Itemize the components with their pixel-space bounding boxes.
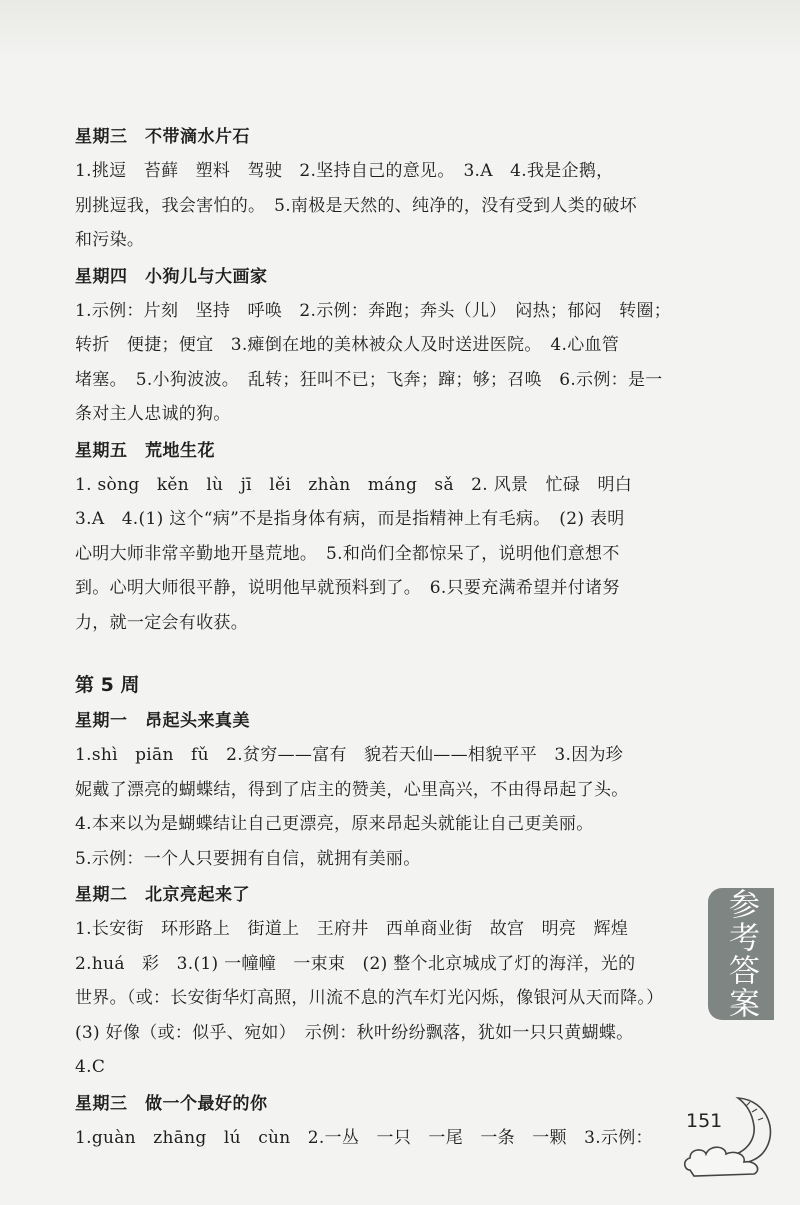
answer-line: 1.guàn zhāng lú cùn 2.一丛 一只 一尾 一条 一颗 3.示例： <box>75 1127 653 1148</box>
answer-line: 力，就一定会有收获。 <box>75 612 248 633</box>
answer-line: 5.示例：一个人只要拥有自信，就拥有美丽。 <box>75 848 421 869</box>
page-number: 151 <box>686 1110 723 1132</box>
day-section-heading: 星期三 不带滴水片石 <box>75 127 250 147</box>
answer-line: 3.A 4.(1) 这个“病”不是指身体有病，而是指精神上有毛病。 (2) 表明 <box>75 509 625 529</box>
answer-content <box>75 118 695 1155</box>
answer-paragraph <box>75 912 695 1085</box>
answer-line: 妮戴了漂亮的蝴蝶结，得到了店主的赞美，心里高兴，不由得昂起了头。 <box>75 779 629 800</box>
answer-line: 1. sòng kěn lù jī lěi zhàn máng sǎ 2. 风景 忙碌 明白 <box>75 474 633 495</box>
answer-line: 1.示例：片刻 坚持 呼唤 2.示例：奔跑；奔头（儿） 闷热；郁闷 转圈； <box>75 300 672 321</box>
week-title: 第 5 周 <box>75 674 140 696</box>
answer-line: 到。心明大师很平静，说明他早就预料到了。 6.只要充满希望并付诸努 <box>75 578 620 598</box>
side-tab-label: 参考答案 <box>723 888 759 1020</box>
answer-line: 世界。（或：长安街华灯高照，川流不息的汽车灯光闪烁，像银河从天而降。） <box>75 988 664 1008</box>
answer-line: 2.huá 彩 3.(1) 一幢幢 一束束 (2) 整个北京城成了灯的海洋，光的 <box>75 953 636 974</box>
answer-paragraph <box>75 154 695 258</box>
day-section-heading: 星期三 做一个最好的你 <box>75 1093 268 1114</box>
day-section-heading: 星期五 荒地生花 <box>75 440 215 461</box>
answer-line: 别挑逗我，我会害怕的。 5.南极是天然的、纯净的，没有受到人类的破坏 <box>75 195 637 216</box>
answer-paragraph <box>75 1121 695 1156</box>
answer-line: (3) 好像（或：似乎、宛如） 示例：秋叶纷纷飘落，犹如一只只黄蝴蝶。 <box>75 1022 634 1043</box>
answer-line: 转折 便捷；便宜 3.瘫倒在地的美林被众人及时送进医院。 4.心血管 <box>75 335 620 355</box>
answer-line: 堵塞。 5.小狗波波。 乱转；狂叫不已；飞奔；蹿；够；召唤 6.示例：是一 <box>75 369 663 390</box>
answer-line: 1.shì piān fǔ 2.贫穷——富有 貌若天仙——相貌平平 3.因为珍 <box>75 745 624 765</box>
moon-cloud-illustration <box>676 1086 786 1186</box>
answer-line: 和污染。 <box>75 230 145 250</box>
answer-line: 4.本来以为是蝴蝶结让自己更漂亮，原来昂起头就能让自己更美丽。 <box>75 814 594 834</box>
answer-line: 1.挑逗 苔藓 塑料 驾驶 2.坚持自己的意见。 3.A 4.我是企鹅， <box>75 161 614 181</box>
answer-paragraph <box>75 738 695 876</box>
day-section-heading: 星期二 北京亮起来了 <box>75 885 250 905</box>
answer-line: 心明大师非常辛勤地开垦荒地。 5.和尚们全都惊呆了，说明他们意想不 <box>75 543 620 564</box>
answer-line: 4.C <box>75 1057 106 1077</box>
answer-paragraph <box>75 468 695 641</box>
day-section-heading: 星期一 昂起头来真美 <box>75 711 250 731</box>
answer-line: 1.长安街 环形路上 街道上 王府井 西单商业街 故宫 明亮 辉煌 <box>75 919 629 939</box>
answer-paragraph <box>75 294 695 432</box>
reference-answers-tab <box>708 888 774 1020</box>
answer-line: 条对主人忠诚的狗。 <box>75 404 231 424</box>
day-section-heading: 星期四 小狗儿与大画家 <box>75 266 268 287</box>
page-top-shadow <box>0 0 800 60</box>
